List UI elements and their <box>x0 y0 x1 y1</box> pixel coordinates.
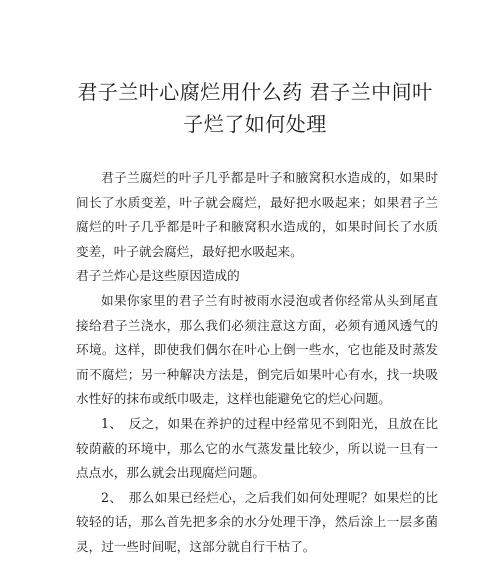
paragraph-point-2: 2、 那么如果已经烂心，之后我们如何处理呢？如果烂的比较轻的话，那么首先把多余的水分处理干净，然后涂上一层多菌灵，过一些时间呢，这部分就自行干枯了。 <box>76 489 438 554</box>
section-heading: 君子兰炸心是这些原因造成的 <box>76 268 240 284</box>
document-title: 君子兰叶心腐烂用什么药 君子兰中间叶子烂了如何处理 <box>77 80 433 136</box>
paragraph-intro: 君子兰腐烂的叶子几乎都是叶子和腋窝积水造成的，如果时间长了水质变差，叶子就会腐烂，最好把水吸起来；如果君子兰腐烂的叶子几乎都是叶子和腋窝积水造成的，如果时间长了水质变差，叶子就会腐烂，最好把水吸起来。 <box>76 170 438 259</box>
paragraph-point-1: 1、 反之，如果在养护的过程中经常见不到阳光，且放在比较荫蔽的环境中，那么它的水气蒸发量比较少，所以说一旦有一点点水，那么就会出现腐烂问题。 <box>76 415 438 481</box>
paragraph-cause: 如果你家里的君子兰有时被雨水浸泡或者你经常从头到尾直接给君子兰浇水，那么我们必须注意这方面，必须有通风透气的环境。这样，即使我们偶尔在叶心上倒一些水，它也能及时蒸发而不腐烂；另一种解决方法是，倒完后如果叶心有水，找一块吸水性好的抹布或纸巾吸走，这样也能避免它的烂心问题。 <box>76 292 438 407</box>
